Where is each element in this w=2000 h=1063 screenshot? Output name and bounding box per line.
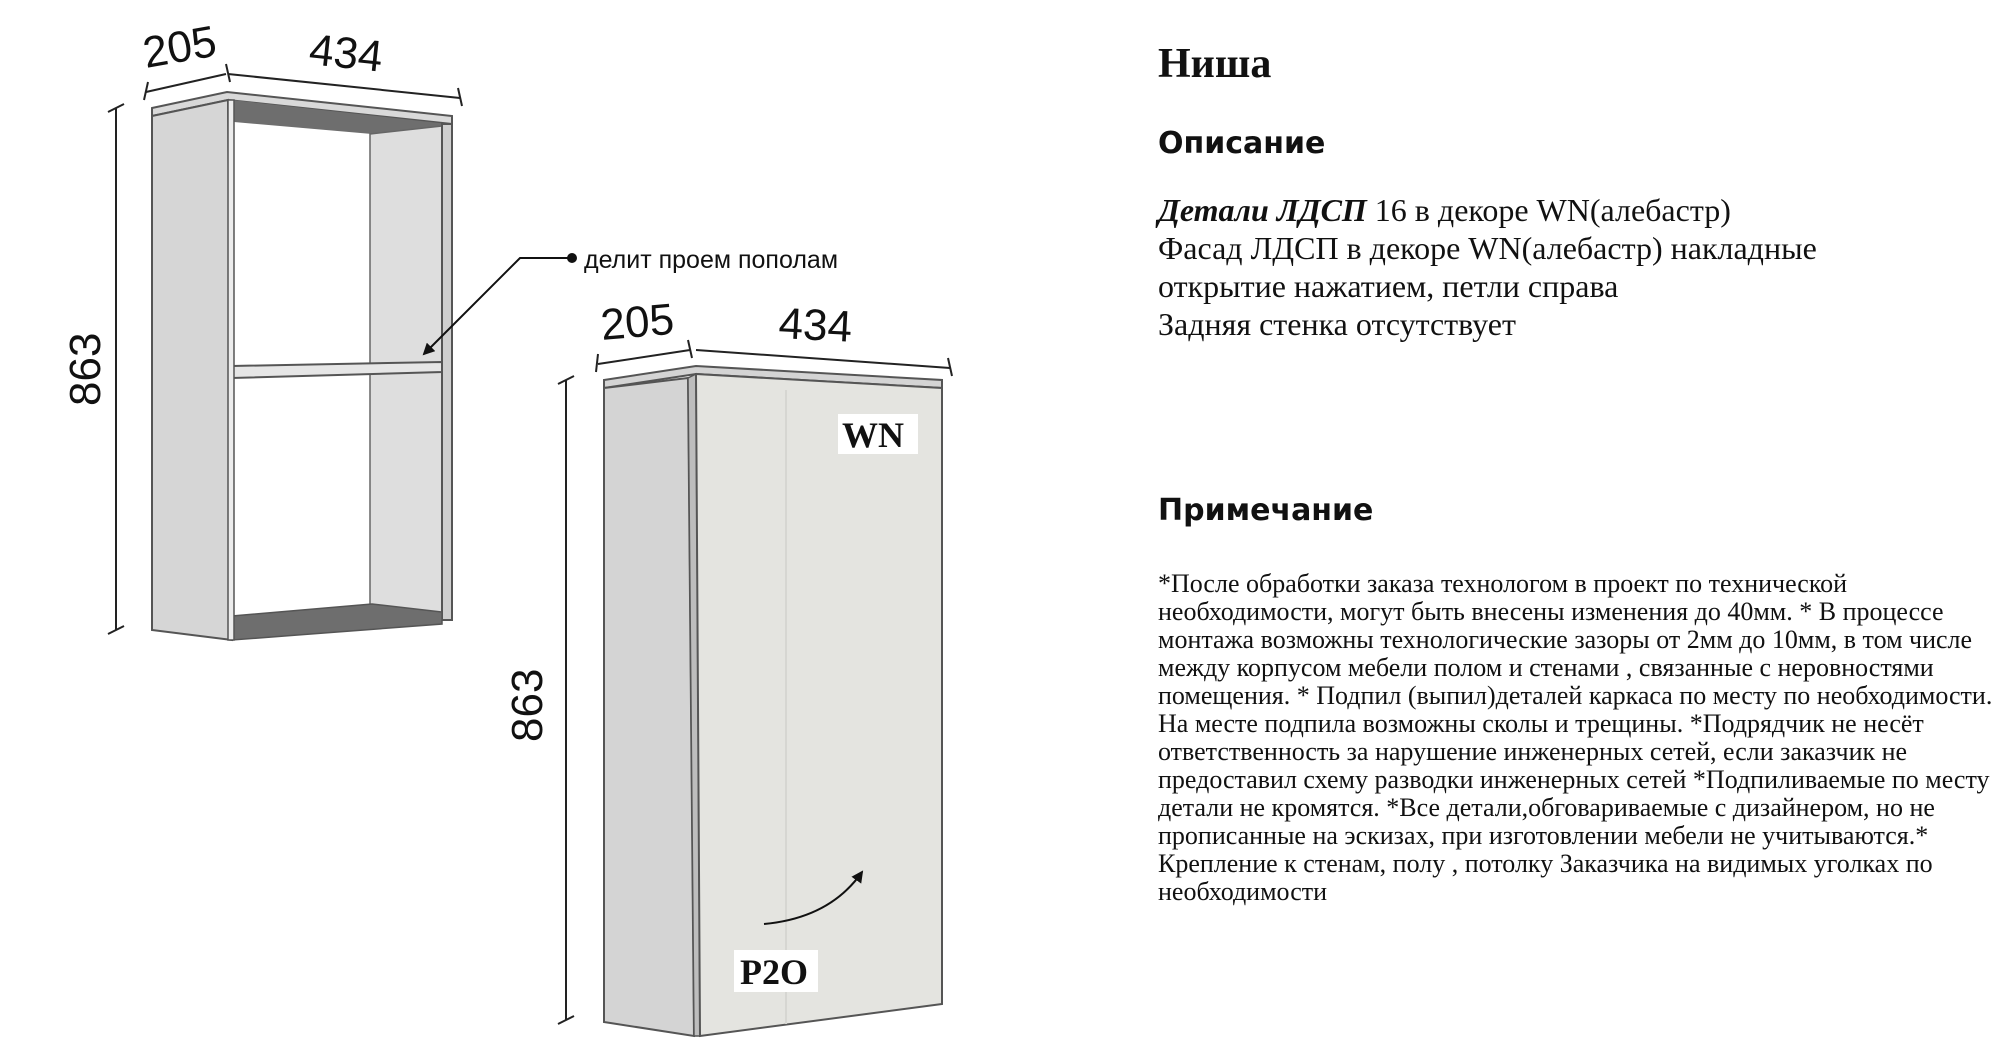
- facade-line-1: Фасад ЛДСП в декоре WN(алебастр) накладные: [1158, 230, 1817, 266]
- callout-dot: [567, 253, 577, 263]
- text-panel: [1158, 40, 1998, 906]
- open-cabinet-front-edge: [228, 100, 234, 640]
- closed-cabinet: [604, 366, 942, 1036]
- shelf-callout-text: делит проем пополам: [584, 246, 839, 274]
- details-label: Детали ЛДСП: [1158, 192, 1367, 228]
- notes-text: *После обработки заказа технологом в проект по технической необходимости, могут быть внесены изменения до 40мм. * В процессе монтажа возможны технологические зазоры от 2мм до 10мм, в том числе между корпусом мебели полом и стенами , связанные с неровностями помещения. * Подпил (выпил)деталей каркаса по месту по необходимости. На месте подпила возможны сколы и трещины. *Подрядчик не несёт ответственность за нарушение инженерных сетей, если заказчик не предоставил схему разводки инженерных сетей *Подпиливаемые по месту детали не кромятся. *Все детали,обговариваемые с дизайнером, но не прописанные на эскизах, при изготовлении мебели не учитываются.* Крепление к стенам, полу , потолку Заказчика на видимых уголках по необходимости: [1158, 569, 1993, 906]
- open-cabinet-height-label: 863: [61, 332, 110, 406]
- closed-cabinet-depth-label: 205: [598, 294, 677, 350]
- facade-line-2: открытие нажатием, петли справа: [1158, 268, 1619, 304]
- details-line: [1158, 191, 1998, 229]
- description-heading: Описание: [1158, 126, 1326, 161]
- closed-cabinet-side-panel: [604, 378, 694, 1036]
- notes-heading: Примечание: [1158, 493, 1374, 528]
- back-panel-line: Задняя стенка отсутствует: [1158, 306, 1516, 342]
- details-rest: 16 в декоре WN(алебастр): [1366, 192, 1731, 228]
- closed-cabinet-height-label: 863: [503, 668, 552, 742]
- open-cabinet-left-side: [152, 100, 232, 640]
- description-block: [1158, 191, 1998, 343]
- closed-cabinet-width-label: 434: [777, 299, 854, 352]
- open-cabinet-depth-label: 205: [139, 16, 221, 78]
- open-cabinet-right-edge: [442, 124, 452, 620]
- open-cabinet-width-label: 434: [306, 25, 386, 82]
- open-cabinet-bottom-panel: [232, 604, 442, 640]
- closed-cabinet-facade: [696, 374, 942, 1036]
- open-cabinet: [152, 92, 452, 640]
- decor-mark: WN: [842, 415, 904, 455]
- hinge-mark: P2O: [740, 952, 808, 992]
- page-title: Ниша: [1158, 41, 1272, 87]
